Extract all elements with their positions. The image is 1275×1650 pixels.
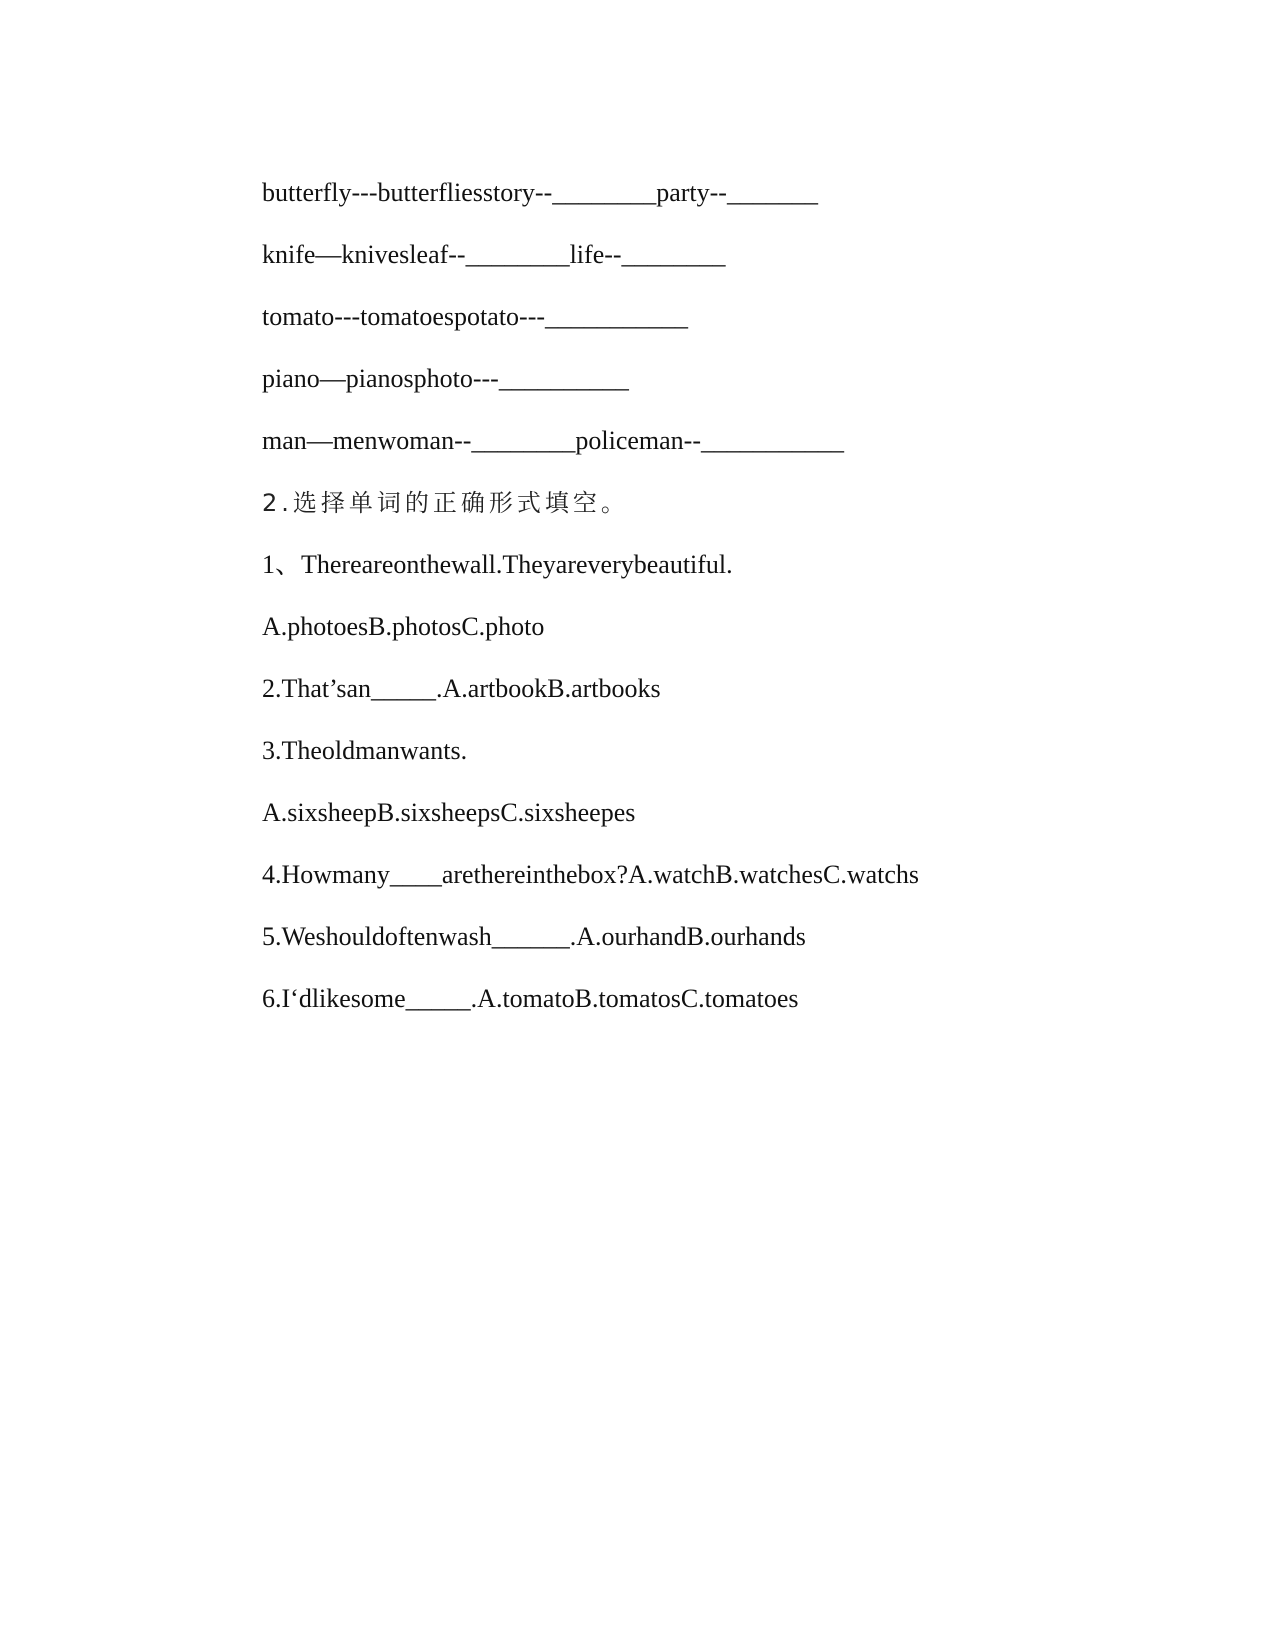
question-1: 1、Thereareonthewall.Theyareverybeautiful. xyxy=(262,550,733,579)
question-3-options: A.sixsheepB.sixsheepsC.sixsheepes xyxy=(262,798,636,827)
plural-example-tomato: tomato---tomatoespotato---___________ xyxy=(262,302,689,331)
question-2: 2.That’san_____.A.artbookB.artbooks xyxy=(262,674,661,703)
question-1-options: A.photoesB.photosC.photo xyxy=(262,612,545,641)
plural-example-knife: knife—knivesleaf--________life--________ xyxy=(262,240,726,269)
question-4: 4.Howmany____arethereinthebox?A.watchB.watchesC.watchs xyxy=(262,860,920,889)
section-heading: 2.选择单词的正确形式填空。 xyxy=(262,489,629,517)
plural-example-man: man—menwoman--________policeman--___________ xyxy=(262,426,844,455)
question-3: 3.Theoldmanwants. xyxy=(262,736,468,765)
plural-example-butterfly: butterfly---butterfliesstory--________party--_______ xyxy=(262,178,818,207)
question-6: 6.I‘dlikesome_____.A.tomatoB.tomatosC.tomatoes xyxy=(262,984,799,1013)
worksheet-content xyxy=(262,162,1162,1030)
plural-example-piano: piano—pianosphoto---__________ xyxy=(262,364,629,393)
question-5: 5.Weshouldoftenwash______.A.ourhandB.ourhands xyxy=(262,922,806,951)
